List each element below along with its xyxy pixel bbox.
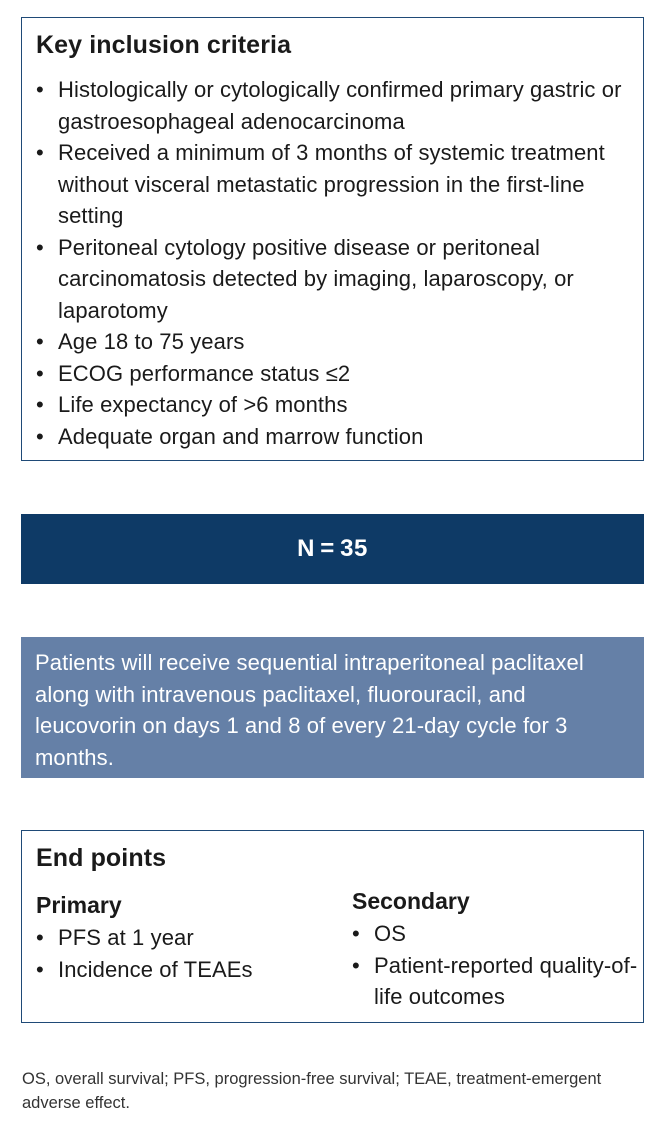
- inclusion-criteria-title: Key inclusion criteria: [36, 31, 292, 59]
- end-points-box: [21, 830, 644, 1023]
- secondary-endpoints-column: [352, 885, 642, 1013]
- secondary-endpoint: • Patient-reported quality-of-life outcomes: [352, 950, 642, 1013]
- end-points-title: End points: [36, 844, 167, 872]
- inclusion-criterion: • Peritoneal cytology positive disease or peritoneal carcinomatosis detected by imaging, laparoscopy, or laparotomy: [36, 232, 629, 327]
- primary-endpoint: • PFS at 1 year: [36, 922, 336, 954]
- inclusion-criterion: • Age 18 to 75 years: [36, 326, 629, 358]
- inclusion-criterion: • Life expectancy of >6 months: [36, 389, 629, 421]
- secondary-endpoints-list: [352, 918, 642, 1013]
- abbreviations-footnote: OS, overall survival; PFS, progression-free survival; TEAE, treatment-emergent adverse effect.: [22, 1070, 602, 1112]
- primary-endpoint: • Incidence of TEAEs: [36, 954, 336, 986]
- treatment-description-text: Patients will receive sequential intraperitoneal paclitaxel along with intravenous paclitaxel, fluorouracil, and leucovorin on days 1 and 8 of every 21-day cycle for 3 months.: [35, 650, 584, 770]
- primary-endpoints-column: [36, 889, 336, 985]
- secondary-endpoint: • OS: [352, 918, 642, 950]
- treatment-description-box: [21, 637, 644, 778]
- secondary-endpoints-title: Secondary: [352, 888, 470, 914]
- inclusion-criteria-list: [36, 74, 629, 452]
- inclusion-criterion: • Adequate organ and marrow function: [36, 421, 629, 453]
- inclusion-criteria-box: [21, 17, 644, 461]
- primary-endpoints-list: [36, 922, 336, 985]
- sample-size-banner: [21, 514, 644, 584]
- inclusion-criterion: • Histologically or cytologically confirmed primary gastric or gastroesophageal adenocarcinoma: [36, 74, 629, 137]
- primary-endpoints-title: Primary: [36, 892, 122, 918]
- sample-size-label: N = 35: [297, 535, 368, 562]
- inclusion-criterion: • Received a minimum of 3 months of systemic treatment without visceral metastatic progression in the first-line setting: [36, 137, 629, 232]
- inclusion-criterion: • ECOG performance status ≤2: [36, 358, 629, 390]
